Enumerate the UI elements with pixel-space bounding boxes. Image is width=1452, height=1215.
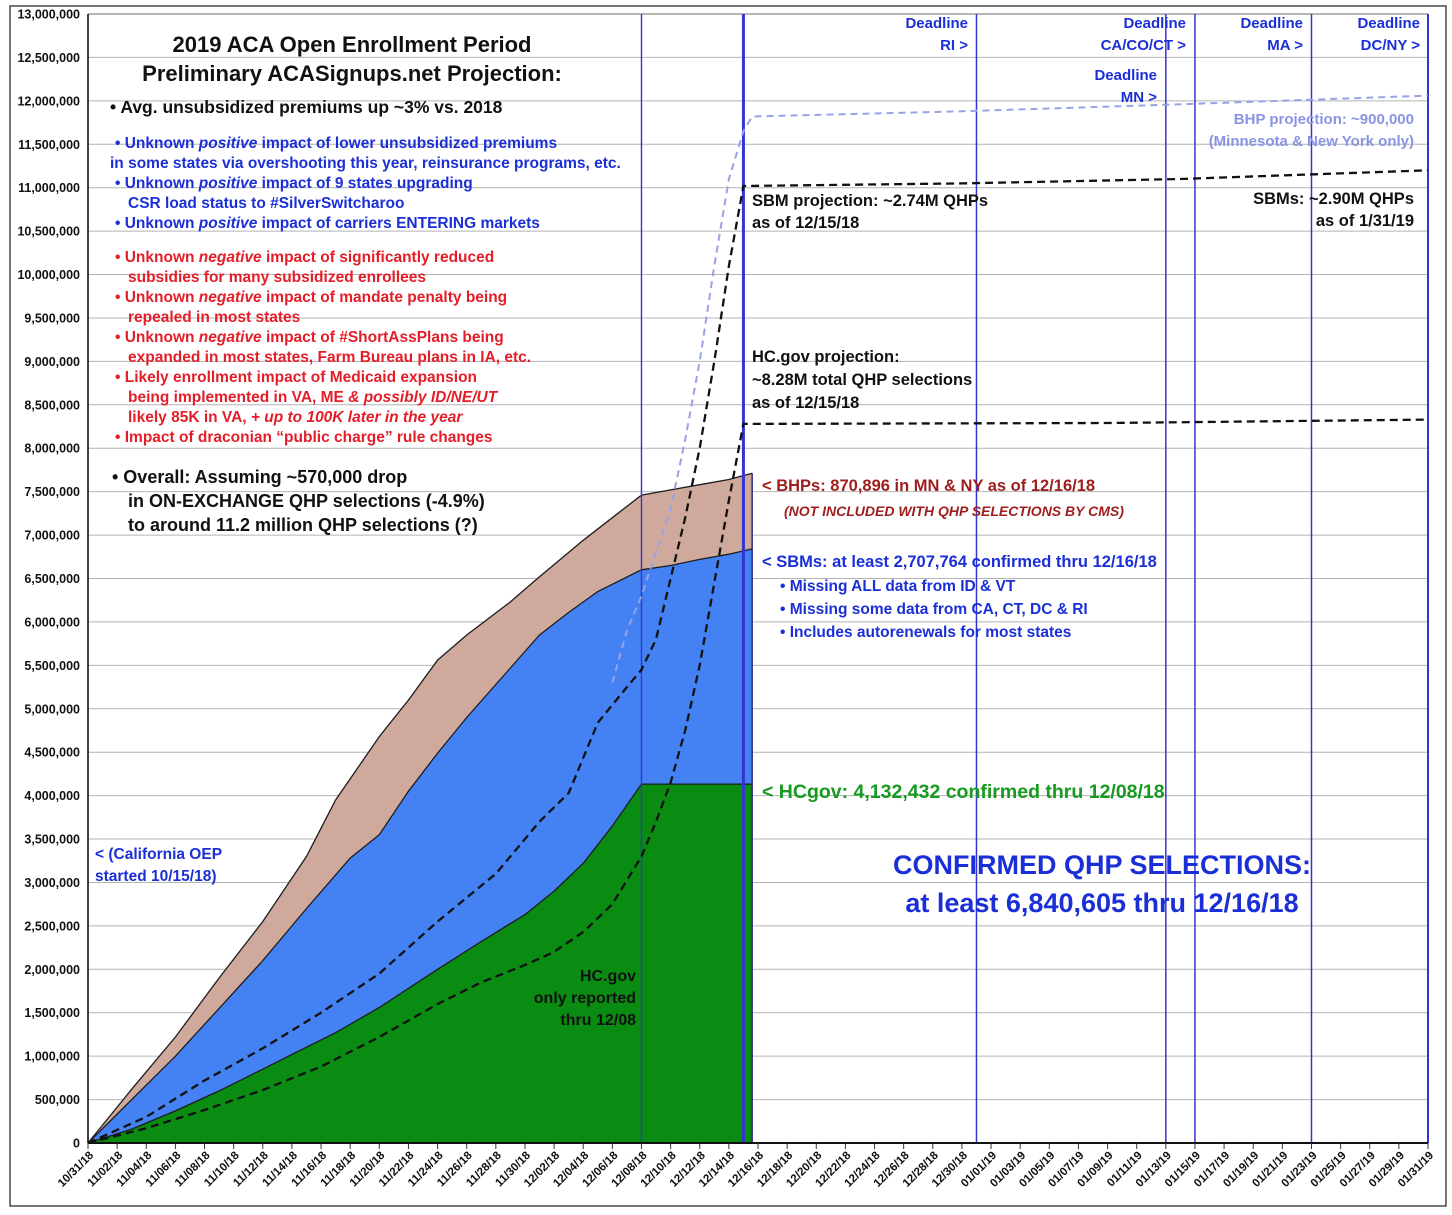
x-tick-label: 01/01/19 — [959, 1149, 1000, 1190]
x-tick-label: 01/13/19 — [1133, 1149, 1174, 1190]
y-tick-label: 3,500,000 — [24, 832, 80, 847]
x-tick-label: 01/09/19 — [1075, 1149, 1116, 1190]
bhp-projection-label: BHP projection: ~900,000 — [1233, 111, 1414, 128]
notes-negative: repealed in most states — [128, 309, 301, 326]
x-tick-label: 01/17/19 — [1192, 1149, 1233, 1190]
x-tick-label: 11/12/18 — [231, 1149, 271, 1190]
x-tick-label: 11/26/18 — [435, 1149, 475, 1190]
y-tick-label: 13,000,000 — [17, 7, 80, 22]
x-tick-label: 01/05/19 — [1017, 1149, 1058, 1190]
x-tick-label: 01/25/19 — [1308, 1149, 1349, 1190]
x-tick-label: 11/20/18 — [347, 1149, 388, 1190]
x-tick-label: 12/28/18 — [900, 1149, 941, 1190]
sbm-confirmed-label: • Missing some data from CA, CT, DC & RI — [780, 601, 1088, 618]
note-overall: in ON-EXCHANGE QHP selections (-4.9%) — [128, 491, 485, 511]
hcgov-projection-label: HC.gov projection: — [752, 348, 900, 366]
x-tick-label: 12/10/18 — [638, 1149, 679, 1190]
bhp-projection-label: (Minnesota & New York only) — [1208, 133, 1414, 150]
sbm-confirmed-label: • Missing ALL data from ID & VT — [780, 578, 1016, 595]
sbm-projection-label: as of 12/15/18 — [752, 214, 860, 232]
y-tick-label: 10,000,000 — [17, 268, 80, 283]
x-tick-label: 01/29/19 — [1366, 1149, 1407, 1190]
x-tick-label: 01/03/19 — [988, 1149, 1029, 1190]
notes-positive: • Unknown positive impact of lower unsubsidized premiums — [115, 135, 558, 152]
deadline-ri-label: RI > — [940, 37, 968, 54]
hcgov-reported-note: HC.gov — [580, 968, 636, 985]
x-tick-label: 11/30/18 — [493, 1149, 534, 1190]
x-tick-label: 12/24/18 — [842, 1149, 883, 1190]
notes-positive: • Unknown positive impact of carriers ENTERING markets — [115, 215, 540, 232]
x-tick-label: 12/14/18 — [696, 1149, 737, 1190]
x-tick-label: 11/10/18 — [202, 1149, 242, 1190]
y-tick-label: 6,500,000 — [24, 572, 80, 586]
x-tick-label: 01/15/19 — [1162, 1149, 1204, 1190]
hcgov-reported-note: only reported — [533, 990, 636, 1007]
sbm-final-projection-label: as of 1/31/19 — [1315, 212, 1414, 230]
x-tick-label: 01/21/19 — [1250, 1149, 1291, 1190]
notes-negative: being implemented in VA, ME & possibly ID/NE/UT — [128, 389, 498, 406]
y-tick-label: 2,000,000 — [24, 962, 80, 977]
x-tick-label: 11/18/18 — [318, 1149, 359, 1190]
x-tick-label: 12/18/18 — [755, 1149, 796, 1190]
california-oep-note: < (California OEP — [95, 846, 223, 863]
notes-negative: • Unknown negative impact of mandate penalty being — [115, 289, 508, 306]
notes-negative: expanded in most states, Farm Bureau plans in IA, etc. — [128, 349, 532, 366]
x-tick-label: 11/06/18 — [143, 1149, 184, 1190]
california-oep-note: started 10/15/18) — [95, 868, 217, 885]
y-tick-label: 1,000,000 — [24, 1049, 80, 1064]
confirmed-total-callout: CONFIRMED QHP SELECTIONS: — [892, 850, 1312, 880]
y-tick-label: 5,000,000 — [24, 702, 80, 717]
x-tick-label: 11/14/18 — [260, 1149, 301, 1190]
bhp-confirmed-label: < BHPs: 870,896 in MN & NY as of 12/16/18 — [762, 477, 1096, 495]
notes-negative: subsidies for many subsidized enrollees — [128, 269, 427, 286]
deadline-ri-label: Deadline — [905, 15, 968, 32]
chart-title: 2019 ACA Open Enrollment Period — [172, 32, 532, 57]
notes-positive: in some states via overshooting this year, reinsurance programs, etc. — [110, 155, 621, 172]
notes-negative: • Unknown negative impact of #ShortAssPlans being — [115, 329, 504, 346]
y-tick-label: 0 — [73, 1136, 80, 1151]
bhp-confirmed-label: (NOT INCLUDED WITH QHP SELECTIONS BY CMS) — [784, 503, 1124, 519]
x-tick-label: 11/28/18 — [464, 1149, 504, 1190]
y-tick-label: 4,000,000 — [24, 789, 80, 804]
x-tick-label: 01/31/19 — [1395, 1149, 1437, 1190]
x-tick-label: 01/27/19 — [1337, 1149, 1378, 1190]
sbm-projection-label: SBM projection: ~2.74M QHPs — [752, 192, 989, 210]
y-tick-label: 4,500,000 — [24, 745, 80, 760]
y-tick-label: 7,500,000 — [24, 485, 80, 500]
x-tick-label: 12/20/18 — [784, 1149, 825, 1190]
y-tick-label: 8,000,000 — [24, 441, 80, 456]
deadline-ca-co-ct-label: Deadline — [1123, 15, 1186, 32]
x-tick-label: 10/31/18 — [55, 1149, 97, 1190]
deadline-ma-label: Deadline — [1240, 15, 1303, 32]
y-tick-label: 12,000,000 — [17, 94, 80, 109]
y-tick-label: 2,500,000 — [24, 919, 80, 934]
y-tick-label: 5,500,000 — [24, 658, 80, 673]
x-tick-label: 01/11/19 — [1105, 1149, 1145, 1190]
y-tick-label: 500,000 — [34, 1093, 80, 1108]
deadline-ca-co-ct-label: CA/CO/CT > — [1100, 37, 1186, 54]
x-tick-label: 12/04/18 — [551, 1149, 592, 1190]
x-tick-label: 11/02/18 — [85, 1149, 126, 1190]
note-overall: • Overall: Assuming ~570,000 drop — [112, 467, 408, 487]
y-tick-label: 11,500,000 — [18, 137, 80, 152]
notes-positive: CSR load status to #SilverSwitcharoo — [128, 195, 405, 212]
x-tick-label: 12/02/18 — [522, 1149, 563, 1190]
deadline-dc-ny-label: Deadline — [1357, 15, 1420, 32]
notes-negative: • Unknown negative impact of significantly reduced — [115, 249, 495, 266]
confirmed-total-callout: at least 6,840,605 thru 12/16/18 — [905, 888, 1299, 918]
x-tick-label: 01/23/19 — [1279, 1149, 1320, 1190]
notes-positive: • Unknown positive impact of 9 states upgrading — [115, 175, 473, 192]
deadline-mn-label: Deadline — [1094, 67, 1157, 84]
y-tick-label: 9,000,000 — [24, 354, 80, 369]
notes-negative: • Likely enrollment impact of Medicaid expansion — [115, 369, 478, 386]
y-tick-label: 6,000,000 — [24, 615, 80, 630]
y-tick-label: 10,500,000 — [17, 224, 80, 239]
x-tick-label: 12/30/18 — [929, 1149, 971, 1190]
y-tick-label: 9,500,000 — [24, 311, 80, 326]
y-tick-label: 3,000,000 — [24, 875, 80, 890]
x-tick-label: 12/12/18 — [667, 1149, 708, 1190]
note-premiums: • Avg. unsubsidized premiums up ~3% vs. 2018 — [110, 97, 503, 117]
y-tick-label: 12,500,000 — [17, 50, 80, 65]
sbm-confirmed-label: < SBMs: at least 2,707,764 confirmed thru 12/16/18 — [762, 553, 1157, 571]
notes-negative: • Impact of draconian “public charge” rule changes — [115, 429, 493, 446]
deadline-dc-ny-label: DC/NY > — [1360, 37, 1420, 54]
x-tick-label: 12/22/18 — [813, 1149, 854, 1190]
x-tick-label: 11/16/18 — [289, 1149, 330, 1190]
chart-title: Preliminary ACASignups.net Projection: — [142, 61, 562, 86]
y-tick-label: 8,500,000 — [24, 398, 80, 413]
x-tick-label: 01/19/19 — [1221, 1149, 1262, 1190]
x-tick-label: 12/08/18 — [609, 1149, 650, 1190]
x-tick-label: 12/26/18 — [871, 1149, 912, 1190]
x-tick-label: 12/06/18 — [580, 1149, 621, 1190]
deadline-mn-label: MN > — [1120, 89, 1157, 106]
y-tick-label: 7,000,000 — [24, 528, 80, 543]
x-tick-label: 11/04/18 — [114, 1149, 155, 1190]
hcgov-projection-label: as of 12/15/18 — [752, 394, 860, 412]
x-tick-label: 12/16/18 — [725, 1149, 767, 1190]
hcgov-confirmed-label: < HCgov: 4,132,432 confirmed thru 12/08/18 — [762, 781, 1165, 803]
x-tick-label: 11/22/18 — [376, 1149, 417, 1190]
deadline-ma-label: MA > — [1267, 37, 1303, 54]
hcgov-projection-label: ~8.28M total QHP selections — [752, 371, 973, 389]
note-overall: to around 11.2 million QHP selections (?) — [128, 515, 478, 535]
x-tick-label: 11/24/18 — [405, 1149, 446, 1190]
x-tick-label: 11/08/18 — [172, 1149, 213, 1190]
notes-negative: likely 85K in VA, + up to 100K later in the year — [128, 409, 463, 426]
x-tick-label: 01/07/19 — [1046, 1149, 1087, 1190]
sbm-final-projection-label: SBMs: ~2.90M QHPs — [1253, 190, 1414, 208]
y-tick-label: 1,500,000 — [24, 1006, 80, 1021]
y-tick-label: 11,000,000 — [18, 181, 80, 196]
sbm-confirmed-label: • Includes autorenewals for most states — [780, 624, 1072, 641]
hcgov-reported-note: thru 12/08 — [560, 1012, 636, 1029]
